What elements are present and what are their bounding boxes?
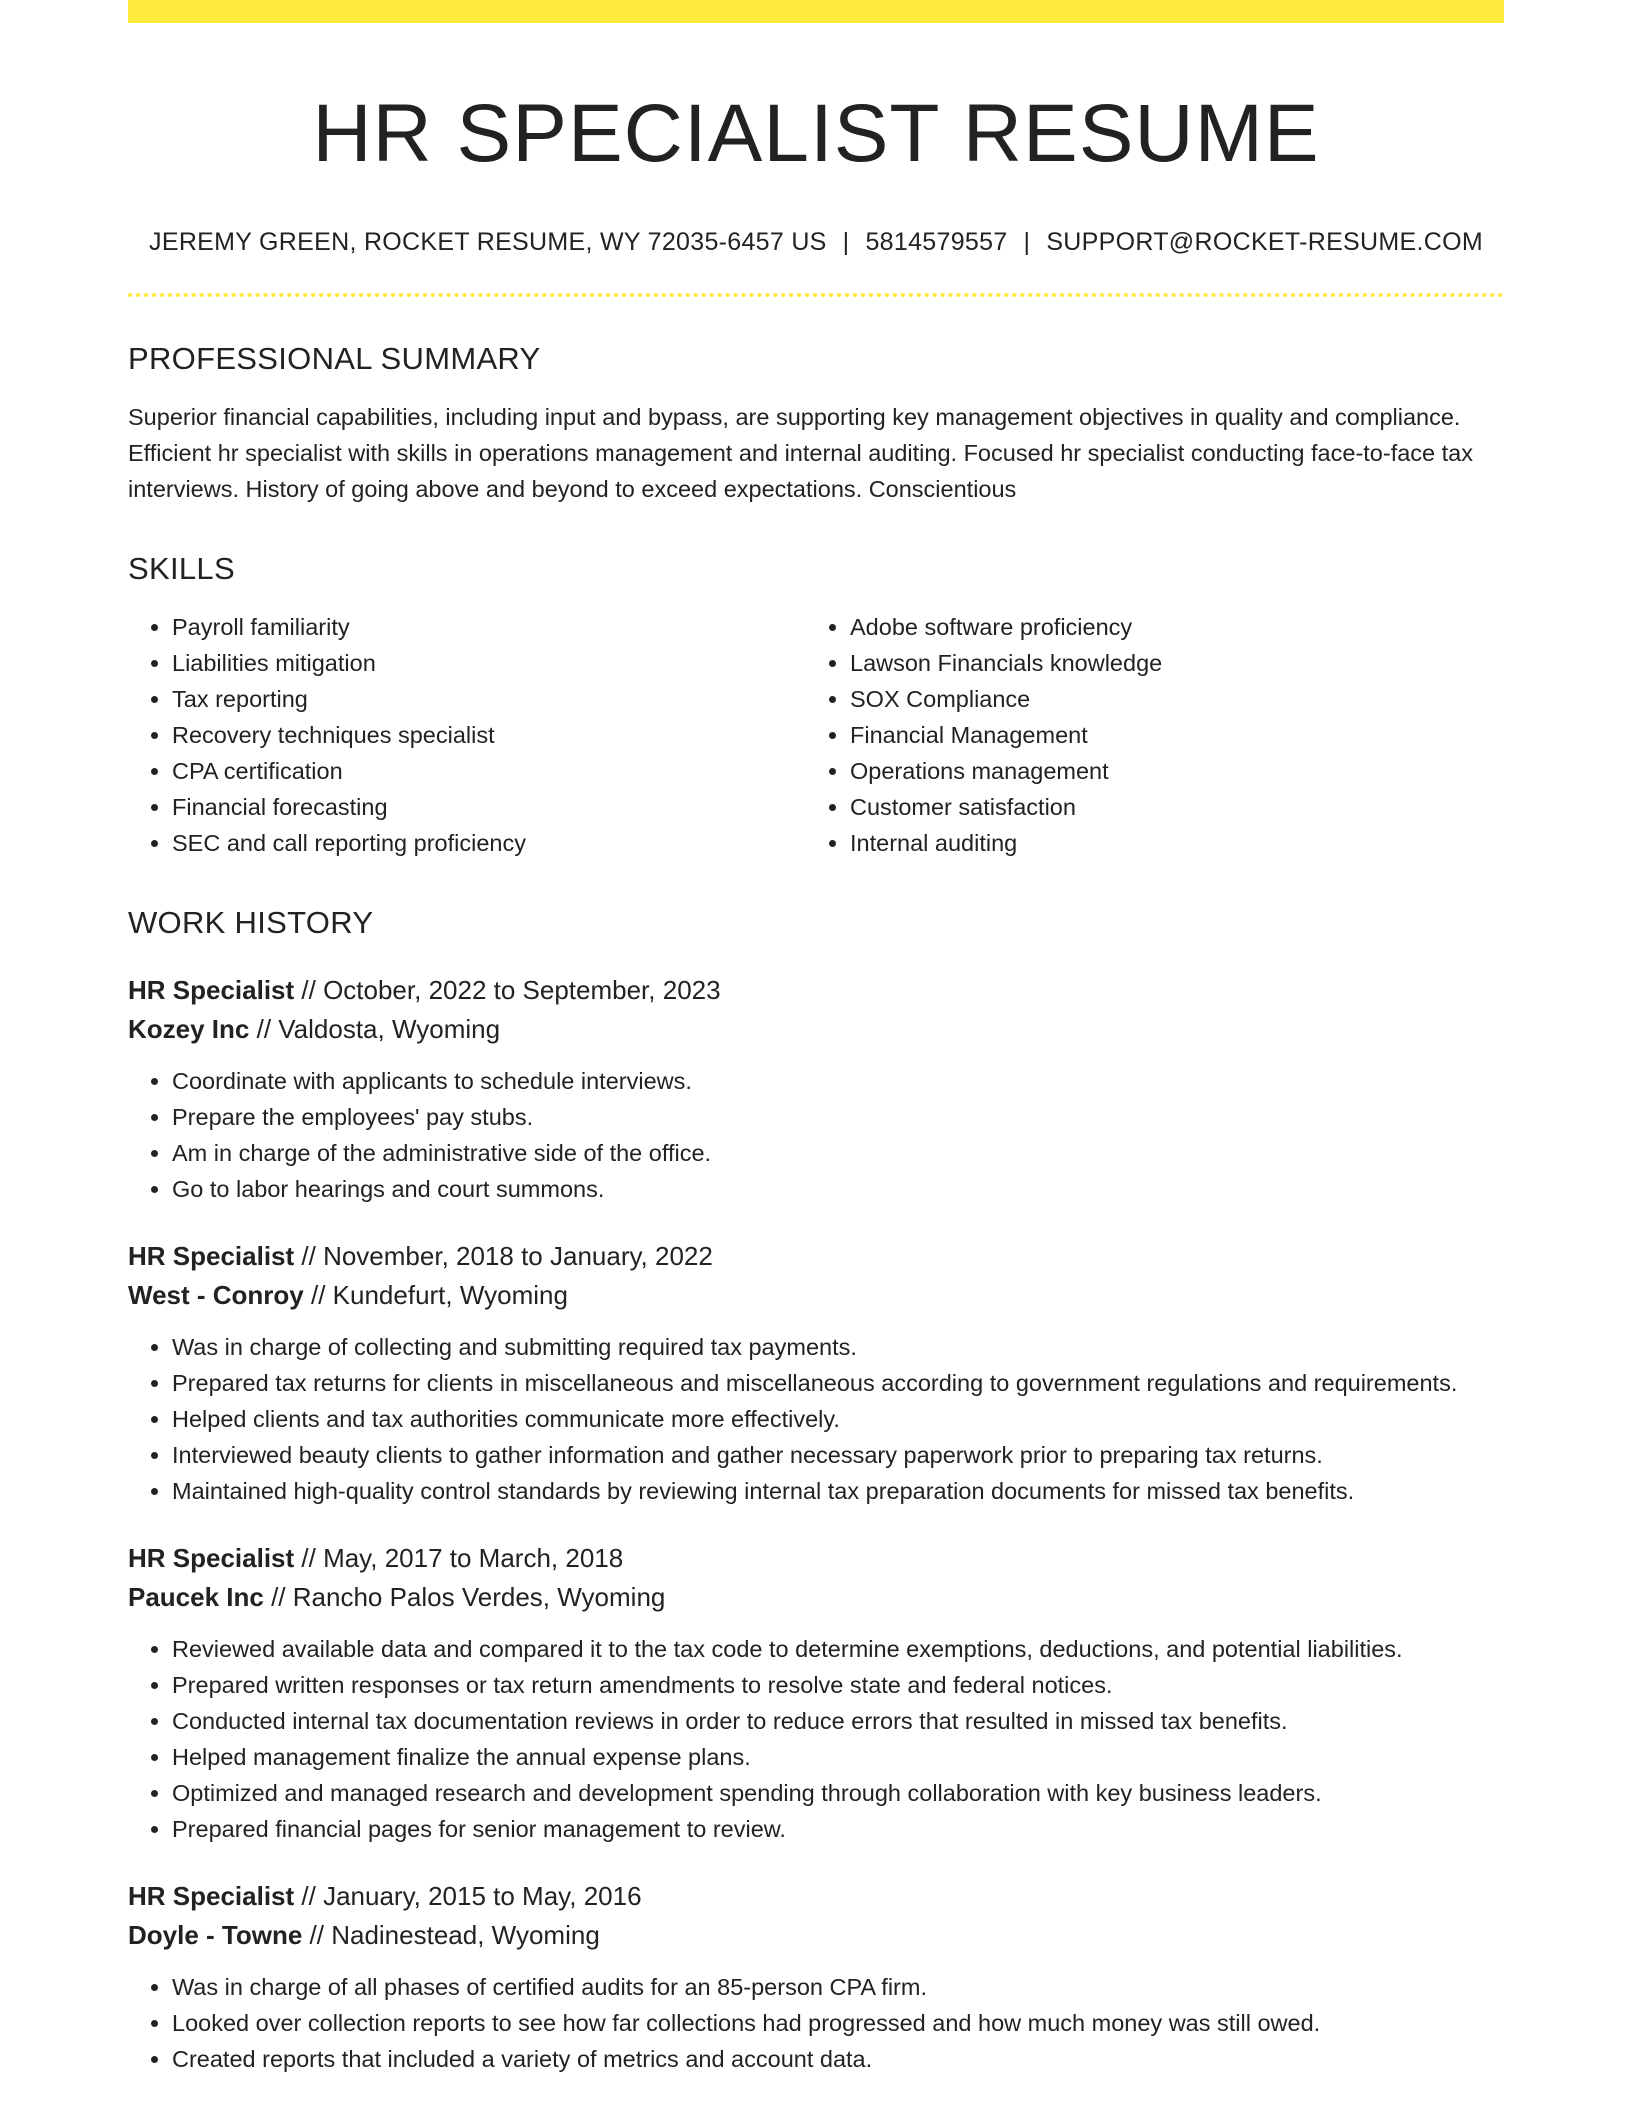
job-bullet: • Am in charge of the administrative side of the office. xyxy=(172,1135,1504,1171)
job-bullet: • Was in charge of collecting and submitting required tax payments. xyxy=(172,1329,1504,1365)
summary-heading: PROFESSIONAL SUMMARY xyxy=(128,341,541,377)
contact-phone: 5814579557 xyxy=(865,228,1008,257)
job-title-line xyxy=(128,1539,1504,1578)
resume-title: HR SPECIALIST RESUME xyxy=(312,88,1320,179)
job-entry xyxy=(128,1237,1504,1509)
job-bullet: • Prepared tax returns for clients in miscellaneous and miscellaneous according to government regulations and requirements. xyxy=(172,1365,1504,1401)
skills-heading: SKILLS xyxy=(128,551,235,587)
skill-item: • SOX Compliance xyxy=(850,681,1484,717)
skill-item: • Financial forecasting xyxy=(172,789,806,825)
skills-column-left xyxy=(128,609,806,861)
skill-item: • Lawson Financials knowledge xyxy=(850,645,1484,681)
job-title: HR Specialist xyxy=(128,1543,295,1574)
job-title: HR Specialist xyxy=(128,1881,295,1912)
job-location: // Kundefurt, Wyoming xyxy=(303,1280,568,1311)
skill-item: • Adobe software proficiency xyxy=(850,609,1484,645)
job-company-line xyxy=(128,1276,1504,1315)
skills-grid xyxy=(128,609,1504,861)
resume-page xyxy=(128,0,1504,2077)
job-bullet: • Interviewed beauty clients to gather information and gather necessary paperwork prior to preparing tax returns. xyxy=(172,1437,1504,1473)
job-bullet: • Created reports that included a variety of metrics and account data. xyxy=(172,2041,1504,2077)
skill-item: • Financial Management xyxy=(850,717,1484,753)
job-company-line xyxy=(128,1010,1504,1049)
job-entry xyxy=(128,1877,1504,2077)
dotted-divider xyxy=(128,293,1504,297)
job-bullet: • Maintained high-quality control standards by reviewing internal tax preparation documents for missed tax benefits. xyxy=(172,1473,1504,1509)
job-location: // Rancho Palos Verdes, Wyoming xyxy=(263,1582,666,1613)
job-bullet: • Conducted internal tax documentation reviews in order to reduce errors that resulted in missed tax benefits. xyxy=(172,1703,1504,1739)
job-company-line xyxy=(128,1916,1504,1955)
job-entry xyxy=(128,971,1504,1207)
job-location: // Nadinestead, Wyoming xyxy=(302,1920,600,1951)
skills-list-left xyxy=(128,609,806,861)
job-location: // Valdosta, Wyoming xyxy=(249,1014,501,1045)
contact-email: SUPPORT@ROCKET-RESUME.COM xyxy=(1046,228,1483,257)
job-bullet: • Reviewed available data and compared it to the tax code to determine exemptions, deductions, and potential liabilities. xyxy=(172,1631,1504,1667)
contact-separator: | xyxy=(842,228,850,257)
job-entry xyxy=(128,1539,1504,1847)
job-bullet: • Prepare the employees' pay stubs. xyxy=(172,1099,1504,1135)
job-dates: // January, 2015 to May, 2016 xyxy=(294,1881,642,1912)
job-bullet: • Go to labor hearings and court summons. xyxy=(172,1171,1504,1207)
job-title: HR Specialist xyxy=(128,1241,295,1272)
skill-item: • Customer satisfaction xyxy=(850,789,1484,825)
job-dates: // May, 2017 to March, 2018 xyxy=(294,1543,624,1574)
skill-item: • SEC and call reporting proficiency xyxy=(172,825,806,861)
job-company: Doyle - Towne xyxy=(128,1920,303,1951)
job-title-line xyxy=(128,971,1504,1010)
job-bullet: • Prepared financial pages for senior management to review. xyxy=(172,1811,1504,1847)
contact-address: JEREMY GREEN, ROCKET RESUME, WY 72035-6457 US xyxy=(149,228,827,257)
skill-item: • Recovery techniques specialist xyxy=(172,717,806,753)
job-bullet: • Helped management finalize the annual expense plans. xyxy=(172,1739,1504,1775)
skill-item: • Payroll familiarity xyxy=(172,609,806,645)
contact-line xyxy=(128,228,1504,257)
job-bullet: • Prepared written responses or tax return amendments to resolve state and federal notices. xyxy=(172,1667,1504,1703)
job-company: Paucek Inc xyxy=(128,1582,264,1613)
job-bullet: • Coordinate with applicants to schedule interviews. xyxy=(172,1063,1504,1099)
job-bullets xyxy=(128,1631,1504,1847)
job-bullets xyxy=(128,1329,1504,1509)
job-dates: // October, 2022 to September, 2023 xyxy=(294,975,721,1006)
work-history-heading: WORK HISTORY xyxy=(128,905,374,941)
skill-item: • Tax reporting xyxy=(172,681,806,717)
job-company: West - Conroy xyxy=(128,1280,304,1311)
job-bullets xyxy=(128,1063,1504,1207)
job-dates: // November, 2018 to January, 2022 xyxy=(294,1241,713,1272)
skills-list-right xyxy=(806,609,1484,861)
job-bullet: • Looked over collection reports to see how far collections had progressed and how much money was still owed. xyxy=(172,2005,1504,2041)
job-bullets xyxy=(128,1969,1504,2077)
accent-top-bar xyxy=(128,0,1504,23)
skill-item: • Liabilities mitigation xyxy=(172,645,806,681)
summary-text: Superior financial capabilities, including input and bypass, are supporting key management objectives in quality and compliance. Efficient hr specialist with skills in operations management and internal auditing. Focused hr specialist conducting face-to-face tax interviews. History of going above and beyond to exceed expectations. Conscientious xyxy=(128,404,1473,503)
job-title-line xyxy=(128,1237,1504,1276)
job-bullet: • Helped clients and tax authorities communicate more effectively. xyxy=(172,1401,1504,1437)
job-title: HR Specialist xyxy=(128,975,295,1006)
job-company: Kozey Inc xyxy=(128,1014,250,1045)
skill-item: • Internal auditing xyxy=(850,825,1484,861)
job-title-line xyxy=(128,1877,1504,1916)
skill-item: • Operations management xyxy=(850,753,1484,789)
contact-separator: | xyxy=(1023,228,1031,257)
skills-column-right xyxy=(806,609,1484,861)
job-bullet: • Optimized and managed research and development spending through collaboration with key business leaders. xyxy=(172,1775,1504,1811)
job-bullet: • Was in charge of all phases of certified audits for an 85-person CPA firm. xyxy=(172,1969,1504,2005)
skill-item: • CPA certification xyxy=(172,753,806,789)
job-company-line xyxy=(128,1578,1504,1617)
